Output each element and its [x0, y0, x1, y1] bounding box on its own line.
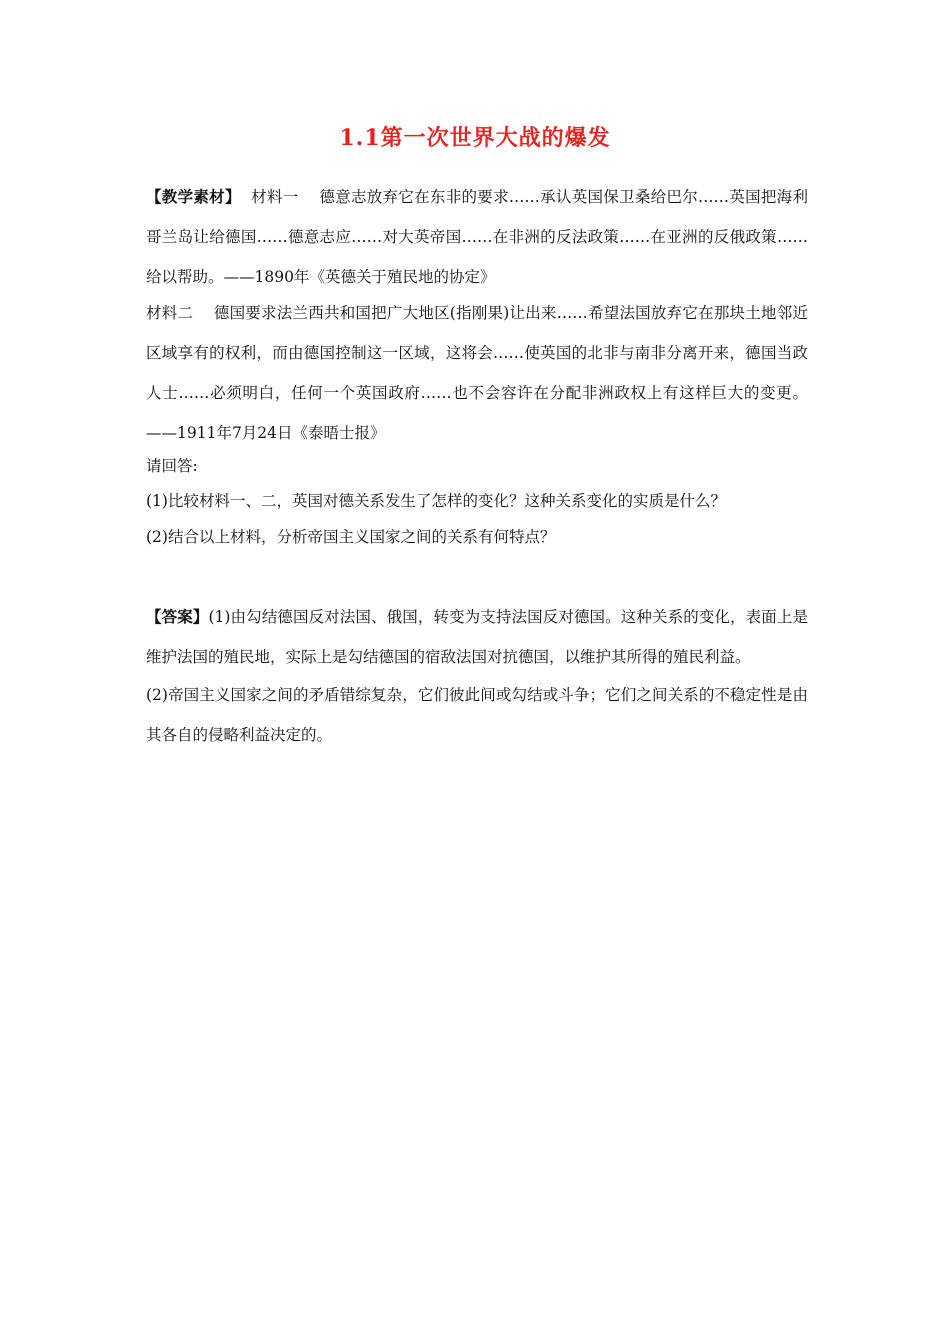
material-two-label: 材料二 [146, 304, 194, 322]
material-one-label: 材料一 [251, 188, 299, 206]
answer-one-text: (1)由勾结德国反对法国、俄国，转变为支持法国反对德国。这种关系的变化，表面上是维护法国的殖民地，实际上是勾结德国的宿敌法国对抗德国，以维护其所得的殖民利益。 [146, 608, 808, 666]
answer-section [146, 597, 808, 755]
material-section [146, 177, 808, 555]
page-title: 1.1第一次世界大战的爆发 [339, 125, 611, 151]
answer-one-paragraph [146, 597, 808, 677]
question-prompt: 请回答: [146, 457, 198, 475]
answer-two-paragraph: (2)帝国主义国家之间的矛盾错综复杂，它们彼此间或勾结或斗争；它们之间关系的不稳定性是由其各自的侵略利益决定的。 [146, 686, 808, 744]
question-two: (2)结合以上材料，分析帝国主义国家之间的关系有何特点？ [146, 528, 556, 546]
answer-tag: 【答案】 [146, 607, 209, 626]
material-one-paragraph [146, 177, 808, 297]
question-one: (1)比较材料一、二，英国对德关系发生了怎样的变化？这种关系变化的实质是什么？ [146, 492, 726, 510]
material-two-paragraph [146, 293, 808, 453]
material-two-text: 德国要求法兰西共和国把广大地区(指刚果)让出来……希望法国放弃它在那块土地邻近区域享有的权利，而由德国控制这一区域，这将会……使英国的北非与南非分离开来，德国当政人士……必须明白，任何一个英国政府……也不会容许在分配非洲政权上有这样巨大的变更。——1911年7月24日《泰晤士报》 [146, 304, 808, 442]
material-tag: 【教学素材】 [146, 187, 241, 206]
material-one-text: 德意志放弃它在东非的要求……承认英国保卫桑给巴尔……英国把海利哥兰岛让给德国……德意志应……对大英帝国……在非洲的反法政策……在亚洲的反俄政策……给以帮助。——1890年《英德关于殖民地的协定》 [146, 188, 808, 286]
